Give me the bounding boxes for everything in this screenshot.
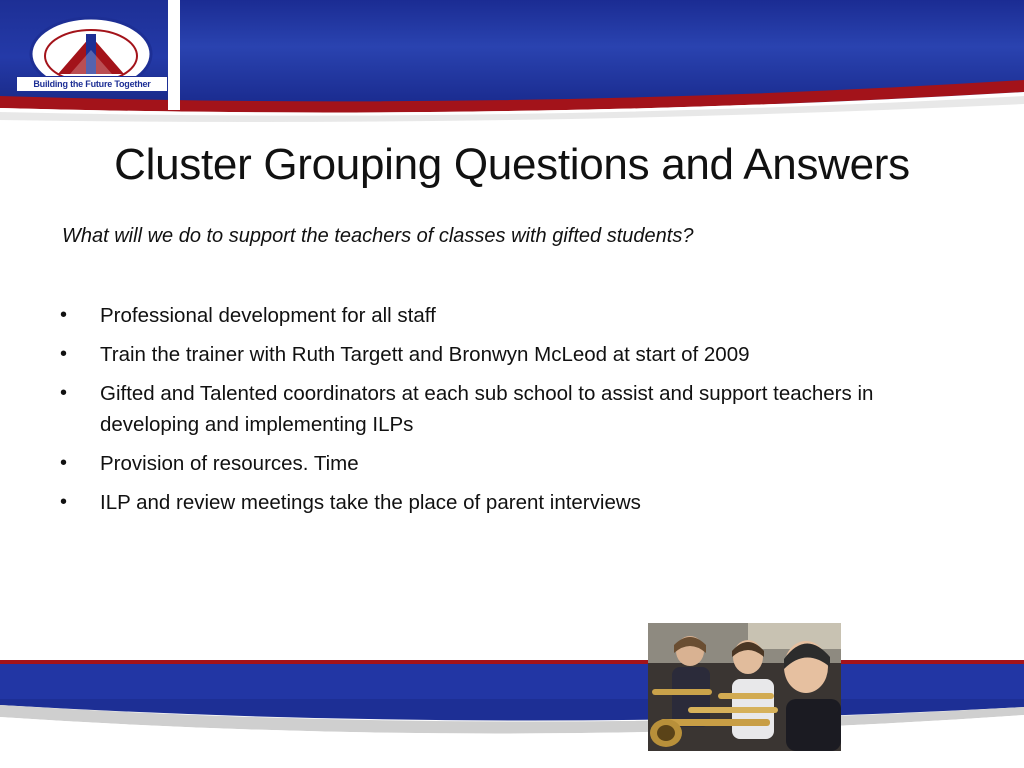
bullet-item <box>60 339 970 370</box>
bullet-icon: • <box>60 382 68 404</box>
bullet-item <box>60 378 970 440</box>
slide-question: What will we do to support the teachers of classes with gifted students? <box>62 225 694 247</box>
bullet-item <box>60 487 970 518</box>
footer-banner <box>0 655 1024 768</box>
logo-tagline: Building the Future Together <box>16 76 168 92</box>
header-banner <box>0 0 1024 125</box>
students-trumpet-photo <box>648 623 841 751</box>
bullet-text: ILP and review meetings take the place of parent interviews <box>100 491 641 514</box>
bullet-text: Professional development for all staff <box>100 304 436 327</box>
bullet-icon: • <box>60 304 68 326</box>
bullet-icon: • <box>60 491 68 513</box>
bullet-text: Gifted and Talented coordinators at each sub school to assist and support teachers in developing and implementing ILPs <box>100 382 874 436</box>
bullet-icon: • <box>60 343 68 365</box>
bullet-item <box>60 448 970 479</box>
bullet-item <box>60 300 970 331</box>
slide-title: Cluster Grouping Questions and Answers <box>114 140 910 189</box>
bullet-text: Provision of resources. Time <box>100 452 359 475</box>
bullet-text: Train the trainer with Ruth Targett and Bronwyn McLeod at start of 2009 <box>100 343 750 366</box>
bullet-list <box>60 300 970 526</box>
bullet-icon: • <box>60 452 68 474</box>
